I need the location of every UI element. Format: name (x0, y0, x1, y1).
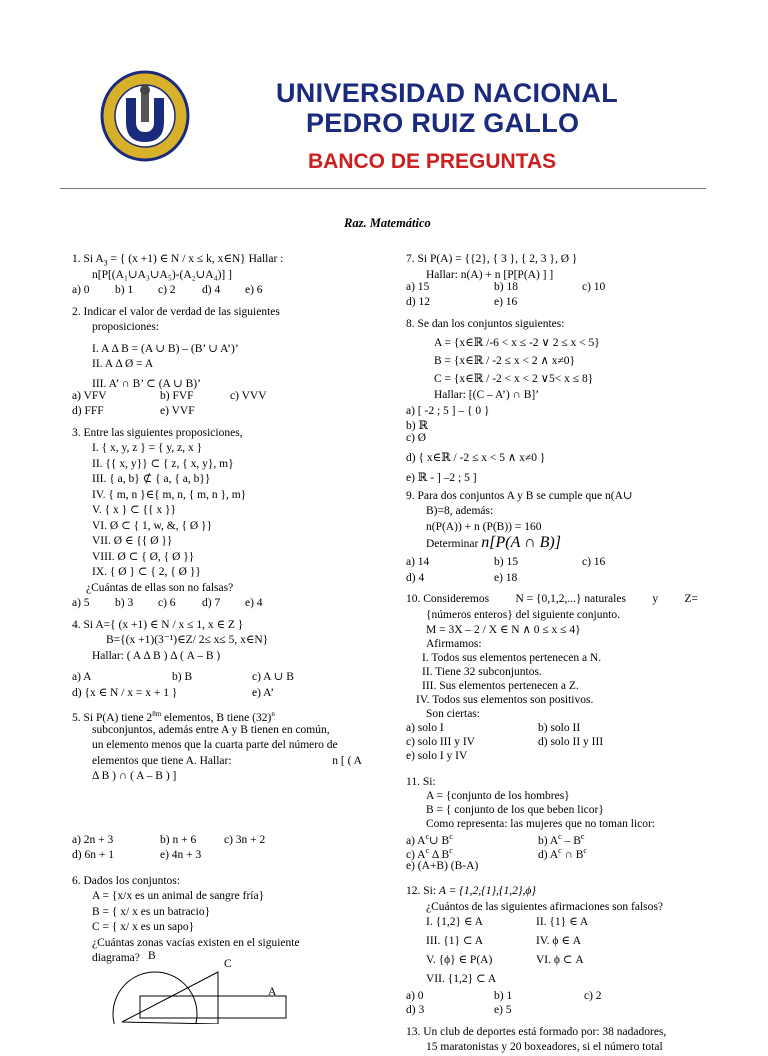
question-11: 11. Si: A = {conjunto de los hombres} B = { conjunto de los que beben licor} Como representa: las mujeres que no toman licor: a) $A^c\cup$ $B^c$ b) $A^c - B^c$ c) $A^c$ Δ $B^c$ d) $A^c$ ∩ $B^c$ e) (A+B) (B-A) (406, 775, 698, 875)
options: a) VFV b) FVF c) VVV (72, 389, 267, 402)
options: d) 12 e) 16 (406, 296, 518, 308)
options: a) 14 b) 15 c) 16 (406, 556, 606, 568)
options: a) 0 b) 1 c) 2 d) 4 e) 6 (72, 284, 263, 296)
options: d) 4 e) 18 (406, 571, 518, 584)
question-8: 8. Se dan los conjuntos siguientes: A = {x∈ℝ /-6 < x ≤ -2 ∨ 2 ≤ x < 5} B = {x∈ℝ / -2 ≤ x < 2 ∧ x≠0} C = {x∈ℝ / -2 < x < 2 ∨5< x ≤ 8} Hallar: [(C – A’) ∩ B]’ a) [ -2 ; 5 ] – { 0 } b) ℝ c) Ø d) { x∈ℝ / -2 ≤ x < 5 ∧ x≠0 } e) ℝ - ] –2 ; 5 ] (406, 317, 600, 484)
question-1: 1. Si $A_3$ = { (x +1) ∈ N / x ≤ k, x∈N} Hallar : n[P[(A₁∪A₃∪A₅)-(A₂∪A₄)] ] a) 0 b) 1 c) 2 d) 4 e) 6 (72, 252, 362, 299)
question-6: 6. Dados los conjuntos: A = {x/x es un animal de sangre fría} B = { x/ x es un batracio} C = { x/ x es un sapo} ¿Cuántas zonas vacías existen en el siguiente diagrama? (72, 874, 300, 964)
formula: n[P(A ∩ B)] (481, 534, 561, 551)
question-2: 2. Indicar el valor de verdad de las siguientes proposiciones: I. A Δ B = (A ∪ B) – (B’ ∪ A’)’ II. A Δ Ø = A III. A’ ∩ B’ ⊂ (A ∪ B)’ a) VFV b) FVF c) VVV d) FFF e) VVF (72, 305, 362, 420)
options: a) 15 b) 18 c) 10 (406, 280, 606, 293)
question-12: 12. Si: A = {1,2,{1},{1,2},ϕ} ¿Cuántos de las siguientes afirmaciones son falsos? I. {1,2} ∈ A II. {1} ∈ A III. {1} ⊂ A IV. ϕ ∈ A V. {ϕ} ∈ P(A) VI. ϕ ⊂ A VII. {1,2} ⊂ A a) 0 b) 1 c) 2 d) 3 e) 5 (406, 884, 698, 1019)
question-9: 9. Para dos conjuntos A y B se cumple que n(A∪ B)=8, además: n(P(A)) + n (P(B)) = 160 Determinar n[P(A ∩ B)] a) 14 b) 15 c) 16 d) 4 e) 18 (406, 489, 698, 587)
options: a) 0 b) 1 c) 2 (406, 990, 602, 1002)
right-column (406, 252, 698, 1056)
options: d) 6n + 1 e) 4n + 3 (72, 849, 202, 861)
options: a) A b) B c) A ∪ B (72, 671, 294, 683)
subject-title: Raz. Matemático (344, 216, 431, 230)
university-name-line2: PEDRO RUIZ GALLO (306, 108, 580, 138)
options: c) solo III y IV d) solo II y III (406, 736, 604, 748)
options: a) $A^c\cup$ $B^c$ b) $A^c - B^c$ (406, 831, 585, 847)
left-column (72, 252, 362, 967)
bank-title: BANCO DE PREGUNTAS (308, 150, 557, 173)
options: d) 3 e) 5 (406, 1004, 512, 1016)
university-logo (100, 70, 190, 162)
question-7: 7. Si P(A) = {{2}, { 3 }, { 2, 3 }, Ø } Hallar: n(A) + n [P[P(A) ] ] a) 15 b) 18 c) 10 d) 12 e) 16 (406, 252, 698, 311)
options: a) 5 b) 3 c) 6 d) 7 e) 4 (72, 597, 263, 609)
question-10: 10. Consideremos N = {0,1,2,...} naturales y Z= {números enteros} del siguiente conjunto. M = 3X – 2 / X ∈ N ∧ 0 ≤ x ≤ 4} Afirmamos: I. Todos sus elementos pertenecen a N. II. Tiene 32 subconjuntos. III. Sus elementos pertenecen a Z. IV. Todos sus elementos son positivos. Son ciertas: a) solo I b) solo II c) solo III y IV d) solo II y III e) solo I y IV (406, 593, 698, 762)
question-5: 5. Si P(A) tiene $2^{8m}$ elementos, B tiene $(32)^n$ subconjuntos, además entre A y B tienen en común, un elemento menos que la cuarta parte del número de elementos que tiene A. Hallar: n [ ( A Δ B ) ∩ ( A – B ) ] a) 2n + 3 b) n + 6 c) 3n + 2 d) 6n + 1 e) 4n + 3 (72, 707, 362, 864)
venn-label-a: A (268, 986, 277, 998)
options: d) FFF e) VVF (72, 405, 195, 417)
venn-label-c: C (224, 958, 232, 970)
venn-label-b: B (148, 950, 156, 962)
options: a) solo I b) solo II (406, 722, 581, 734)
venn-diagram (100, 952, 300, 1024)
options: c) $A^c$ Δ $B^c$ d) $A^c$ ∩ $B^c$ (406, 845, 587, 861)
university-name-line1: UNIVERSIDAD NACIONAL (276, 78, 619, 108)
question-3: 3. Entre las siguientes proposiciones, I. { x, y, z } = { y, z, x } II. {{ x, y}} ⊂ { z, { x, y}, m} III. { a, b} ⊄ { a, { a, b}} IV. { m, n }∈{ m, n, { m, n }, m} V. { x } ⊂ {{ x }} VI. Ø ⊂ { 1, w, &, { Ø }} VII. Ø ∈ {{ Ø }} VIII. Ø ⊂ { Ø, { Ø }} IX. { Ø } ⊂ { 2, { Ø }} ¿Cuántas de ellas son no falsas? a) 5 b) 3 c) 6 d) 7 e) 4 (72, 426, 362, 612)
header-divider (60, 188, 706, 189)
question-4: 4. Si A={ (x +1) ∈ N / x ≤ 1, x ∈ Z } B={(x +1)(3⁻¹)∈Z/ 2≤ x≤ 5, x∈N} Hallar: ( A Δ B ) Δ ( A – B ) a) A b) B c) A ∪ B d) {x ∈ N / x = x + 1 } e) A’ (72, 618, 362, 702)
options: a) 2n + 3 b) n + 6 c) 3n + 2 (72, 833, 266, 846)
question-13: 13. Un club de deportes está formado por: 38 nadadores, 15 maratonistas y 20 boxeadores, si el número total (406, 1025, 667, 1053)
options: d) {x ∈ N / x = x + 1 } e) A’ (72, 686, 275, 699)
